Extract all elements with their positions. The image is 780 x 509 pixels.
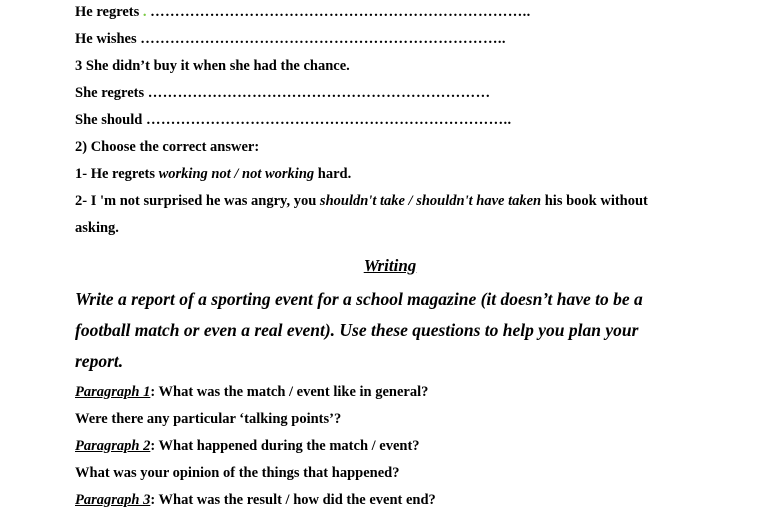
regrets-line-1: He regrets . …………………………………………………………………..: [75, 4, 531, 20]
paragraph-1-prompt-2: Were there any particular ‘talking points’?: [75, 411, 342, 427]
writing-heading: Writing: [363, 256, 417, 275]
question-1: 1- He regrets working not / not working hard.: [75, 166, 352, 182]
exercise-2-heading: 2) Choose the correct answer:: [75, 139, 260, 155]
question-2-continued: asking.: [75, 220, 119, 236]
regrets-line-2: She regrets ……………………………………………………………: [75, 85, 491, 101]
paragraph-2-label: Paragraph 2: [75, 438, 151, 454]
paragraph-3-label: Paragraph 3: [75, 492, 151, 508]
should-line: She should ………………………………………………………………..: [75, 112, 512, 128]
paragraph-3-prompt: Paragraph 3: What was the result / how did the event end?: [75, 492, 436, 508]
writing-task-line-2: football match or even a real event). Use these questions to help you plan your: [75, 320, 639, 340]
question-2: 2- I 'm not surprised he was angry, you shouldn't take / shouldn't have taken his book without: [75, 193, 648, 209]
paragraph-1-prompt: Paragraph 1: What was the match / event like in general?: [75, 384, 429, 400]
question-2-options: shouldn't take / shouldn't have taken: [319, 193, 542, 209]
item-3-sentence: 3 She didn’t buy it when she had the chance.: [75, 58, 350, 74]
wishes-line: He wishes ………………………………………………………………..: [75, 31, 506, 47]
question-1-options: working not / not working: [158, 166, 315, 182]
paragraph-2-prompt: Paragraph 2: What happened during the match / event?: [75, 438, 420, 454]
writing-task-line-3: report.: [75, 351, 124, 371]
paragraph-2-prompt-2: What was your opinion of the things that happened?: [75, 465, 400, 481]
writing-task-line-1: Write a report of a sporting event for a school magazine (it doesn’t have to be a: [75, 289, 643, 309]
paragraph-1-label: Paragraph 1: [75, 384, 151, 400]
